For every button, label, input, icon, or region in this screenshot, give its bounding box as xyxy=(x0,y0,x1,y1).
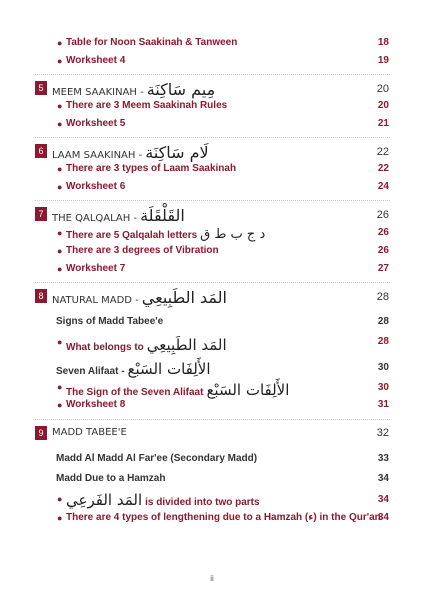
toc-entry[interactable] xyxy=(0,358,424,376)
section-title-arabic: مِيم سَاكِنَة xyxy=(146,80,216,99)
entry-title: Worksheet 5 xyxy=(66,118,126,129)
section-title-arabic: القَلْقَلَة xyxy=(140,206,185,225)
divider xyxy=(35,419,390,420)
section-number-badge: 6 xyxy=(35,144,47,158)
page-number: 30 xyxy=(377,362,389,373)
bullet-icon: ● xyxy=(57,164,63,174)
toc-entry[interactable] xyxy=(0,118,424,132)
toc-entry[interactable] xyxy=(0,100,424,114)
toc-entry[interactable] xyxy=(0,453,424,467)
page-number: 34 xyxy=(377,473,389,484)
page-number: 28 xyxy=(377,316,389,327)
bullet-icon: ● xyxy=(57,382,63,392)
entry-title-arabic: المَد الفَرعِي xyxy=(66,491,143,509)
page-number: 26 xyxy=(377,227,389,238)
divider xyxy=(35,137,390,138)
page-number: 33 xyxy=(377,453,389,464)
toc-section[interactable] xyxy=(0,143,424,161)
bullet-icon: ● xyxy=(57,337,63,347)
toc-entry[interactable] xyxy=(0,512,424,526)
entry-title-arabic: الأَلِفَات السَبْع xyxy=(127,360,211,378)
toc-entry[interactable] xyxy=(0,334,424,354)
entry-title xyxy=(66,227,265,242)
section-title-text: LAAM SAAKINAH - xyxy=(52,150,143,161)
toc-entry[interactable] xyxy=(0,227,424,241)
toc-entry[interactable] xyxy=(0,37,424,51)
toc-entry[interactable] xyxy=(0,399,424,413)
page-number: 22 xyxy=(377,163,389,174)
entry-title-arabic: د ج ب ط ق xyxy=(200,227,266,242)
section-number-badge: 5 xyxy=(35,81,47,95)
toc-entry[interactable] xyxy=(0,55,424,69)
section-title xyxy=(52,143,209,162)
page-number: 20 xyxy=(377,100,389,111)
entry-title: There are 3 degrees of Vibration xyxy=(66,245,219,256)
page-number: 26 xyxy=(376,209,389,221)
entry-title xyxy=(66,381,289,399)
toc-entry[interactable] xyxy=(0,163,424,177)
entry-title: Madd Due to a Hamzah xyxy=(56,473,166,484)
bullet-icon: ● xyxy=(57,228,63,238)
section-number-badge: 8 xyxy=(35,289,47,303)
bullet-icon: ● xyxy=(57,119,63,129)
section-title-text: THE QALQALAH - xyxy=(52,213,138,224)
entry-title xyxy=(66,491,260,509)
page-number: 32 xyxy=(376,427,389,439)
section-title-text: MEEM SAAKINAH - xyxy=(52,87,144,98)
bullet-icon: ● xyxy=(57,494,63,504)
page-number: 30 xyxy=(377,382,389,393)
page-number: 19 xyxy=(377,55,389,66)
entry-title: There are 3 types of Laam Saakinah xyxy=(66,163,237,174)
toc-section[interactable] xyxy=(0,206,424,224)
toc-entry[interactable] xyxy=(0,316,424,330)
page-number: 22 xyxy=(376,146,389,158)
toc-section[interactable] xyxy=(0,426,424,442)
page-number: 21 xyxy=(377,118,389,129)
entry-title-arabic: الأَلِفَات السَبْع xyxy=(206,381,290,399)
entry-title-text: There are 5 Qalqalah letters xyxy=(66,230,198,241)
toc-entry[interactable] xyxy=(0,263,424,277)
bullet-icon: ● xyxy=(57,513,63,523)
entry-title: Signs of Madd Tabee'e xyxy=(56,316,164,327)
divider xyxy=(35,282,390,283)
toc-entry[interactable] xyxy=(0,473,424,487)
page-number: 31 xyxy=(377,399,389,410)
toc-section[interactable] xyxy=(0,288,424,306)
section-number-badge: 7 xyxy=(35,207,47,221)
entry-title: Worksheet 6 xyxy=(66,181,126,192)
entry-title-arabic: المَد الطَبِيعِي xyxy=(146,336,227,354)
page-number: 24 xyxy=(377,181,389,192)
section-title: MADD TABEE'E xyxy=(52,427,127,438)
page-number: 20 xyxy=(376,83,389,95)
toc-entry[interactable] xyxy=(0,379,424,399)
page-number: 34 xyxy=(377,494,389,505)
bullet-icon: ● xyxy=(57,246,63,256)
entry-title-text: Seven Alifaat - xyxy=(56,366,125,377)
entry-title: There are 4 types of lengthening due to a Hamzah (ء) in the Qur'an xyxy=(66,512,381,523)
page-number: 34 xyxy=(377,512,389,523)
bullet-icon: ● xyxy=(57,56,63,66)
entry-title-text: The Sign of the Seven Alifaat xyxy=(66,387,204,398)
section-title xyxy=(52,206,185,225)
entry-title: Madd Al Madd Al Far'ee (Secondary Madd) xyxy=(56,453,258,464)
toc-entry[interactable] xyxy=(0,245,424,259)
entry-title: Worksheet 4 xyxy=(66,55,126,66)
entry-title-text: is divided into two parts xyxy=(145,497,260,508)
page-number: 28 xyxy=(377,336,389,347)
entry-title: Worksheet 8 xyxy=(66,399,126,410)
section-title xyxy=(52,80,215,99)
divider xyxy=(35,200,390,201)
page-number: 26 xyxy=(377,245,389,256)
toc-section[interactable] xyxy=(0,80,424,98)
toc-entry[interactable] xyxy=(0,490,424,508)
section-title-arabic: المَد الطَبِيعِي xyxy=(141,288,227,307)
entry-title: Table for Noon Saakinah & Tanween xyxy=(66,37,238,48)
section-title-arabic: لَام سَاكِنَة xyxy=(145,143,209,162)
page-number: 27 xyxy=(377,263,389,274)
bullet-icon: ● xyxy=(57,400,63,410)
divider xyxy=(35,74,390,75)
entry-title xyxy=(56,360,211,378)
section-title xyxy=(52,288,227,307)
section-title-text: NATURAL MADD - xyxy=(52,295,139,306)
bullet-icon: ● xyxy=(57,38,63,48)
entry-title-text: What belongs to xyxy=(66,342,144,353)
page-footer-number: ii xyxy=(210,574,214,583)
page-number: 28 xyxy=(376,291,389,303)
bullet-icon: ● xyxy=(57,101,63,111)
bullet-icon: ● xyxy=(57,264,63,274)
entry-title: There are 3 Meem Saakinah Rules xyxy=(66,100,228,111)
bullet-icon: ● xyxy=(57,182,63,192)
section-number-badge: 9 xyxy=(35,426,47,440)
toc-entry[interactable] xyxy=(0,181,424,195)
page-number: 18 xyxy=(377,37,389,48)
entry-title: Worksheet 7 xyxy=(66,263,126,274)
entry-title xyxy=(66,336,227,354)
